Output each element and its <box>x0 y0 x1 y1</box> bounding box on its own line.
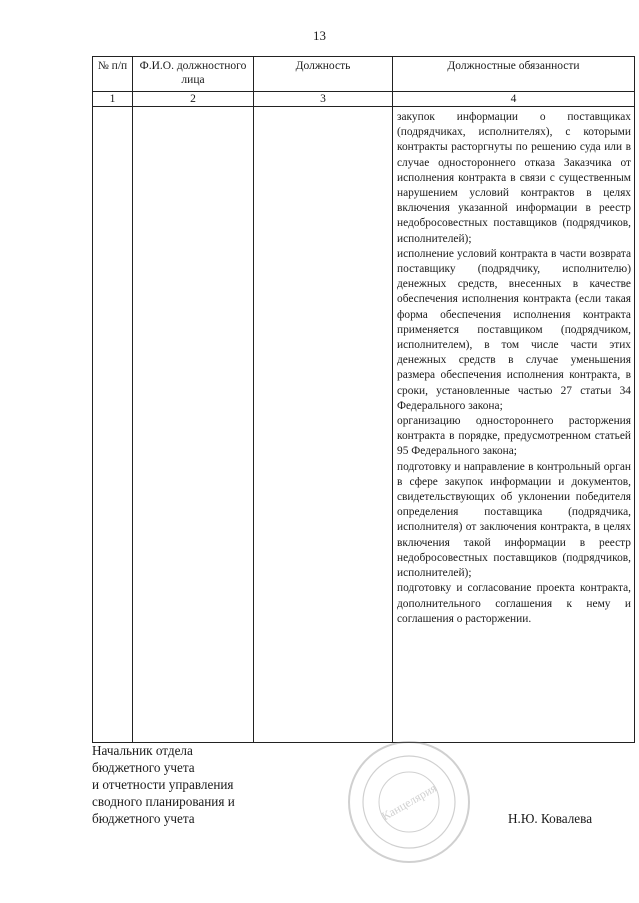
duty-item: подготовку и направление в контрольный орган в сфере закупок информации и документов, свидетельствующих об уклонении победителя определения поставщика (подрядчика, исполнителя) от заключения контракта, в целях включения такой информации в реестр недобросовестных поставщиков (подрядчиков, исполнителей); <box>397 460 631 580</box>
column-number-row <box>93 92 635 107</box>
duty-item: подготовку и согласование проекта контракта, дополнительного соглашения к нему и соглашения о расторжении. <box>397 582 631 625</box>
header-number: № п/п <box>93 57 133 92</box>
signatory-title-line: бюджетного учета <box>92 760 195 775</box>
header-position: Должность <box>254 57 393 92</box>
column-number: 2 <box>133 92 254 107</box>
row-number-cell <box>93 107 133 743</box>
column-number: 3 <box>254 92 393 107</box>
signatory-title-line: бюджетного учета <box>92 811 195 826</box>
duty-item: организацию одностороннего расторжения контракта в порядке, предусмотренном статьей 95 Федерального закона; <box>397 415 631 458</box>
table-row <box>93 107 635 743</box>
header-full-name: Ф.И.О. должностного лица <box>133 57 254 92</box>
signatory-title-line: Начальник отдела <box>92 743 193 758</box>
full-name-cell <box>133 107 254 743</box>
table-header-row <box>93 57 635 92</box>
signatory-title-line: и отчетности управления <box>92 777 234 792</box>
stamp-label: Канцелярия <box>379 780 439 824</box>
header-duties: Должностные обязанности <box>393 57 635 92</box>
column-number: 1 <box>93 92 133 107</box>
signatory-name: Н.Ю. Ковалева <box>508 811 593 826</box>
signatory-title <box>92 742 235 827</box>
duties-table <box>92 56 635 743</box>
page-number: 13 <box>313 28 326 43</box>
signatory-title-line: сводного планирования и <box>92 794 235 809</box>
column-number: 4 <box>393 92 635 107</box>
office-stamp <box>345 738 473 866</box>
duty-item: исполнение условий контракта в части возврата поставщику (подрядчику, исполнителю) денежных средств, внесенных в качестве обеспечения исполнения контракта (если такая форма обеспечения исполнения контракта применяется поставщиком (подрядчиком, исполнителем), в том числе части этих денежных средств в случае уменьшения размера обеспечения исполнения контракта, в сроки, установленные частью 27 статьи 34 Федерального закона; <box>397 247 631 412</box>
position-cell <box>254 107 393 743</box>
duty-item: закупок информации о поставщиках (подрядчиках, исполнителях), с которыми контракты расторгнуты по решению суда или в случае одностороннего отказа Заказчика от исполнения контракта в связи с существенным нарушением условий контрактов в целях включения указанной информации в реестр недобросовестных поставщиков (подрядчиков, исполнителей); <box>397 111 631 245</box>
duties-cell <box>393 107 635 743</box>
